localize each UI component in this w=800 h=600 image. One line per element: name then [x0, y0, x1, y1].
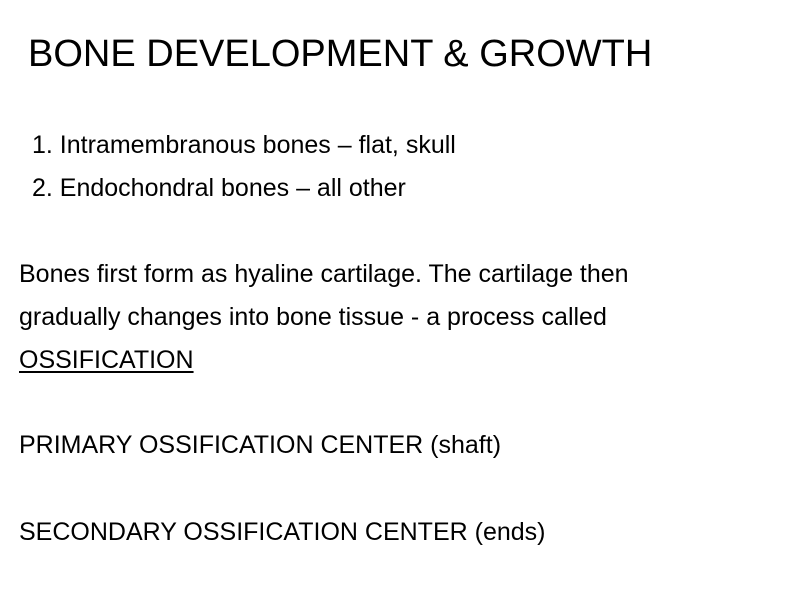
bone-types-list — [32, 124, 456, 210]
list-item-endochondral: 2. Endochondral bones – all other — [32, 174, 406, 202]
paragraph-line-1: Bones first form as hyaline cartilage. The cartilage then — [19, 260, 629, 288]
slide-title: BONE DEVELOPMENT & GROWTH — [28, 33, 653, 75]
primary-ossification-center: PRIMARY OSSIFICATION CENTER (shaft) — [19, 431, 502, 459]
ossification-paragraph — [19, 253, 789, 382]
secondary-ossification-center: SECONDARY OSSIFICATION CENTER (ends) — [19, 518, 546, 546]
list-item-intramembranous: 1. Intramembranous bones – flat, skull — [32, 131, 456, 159]
paragraph-line-2: gradually changes into bone tissue - a process called — [19, 303, 607, 331]
ossification-term: OSSIFICATION — [19, 346, 194, 374]
